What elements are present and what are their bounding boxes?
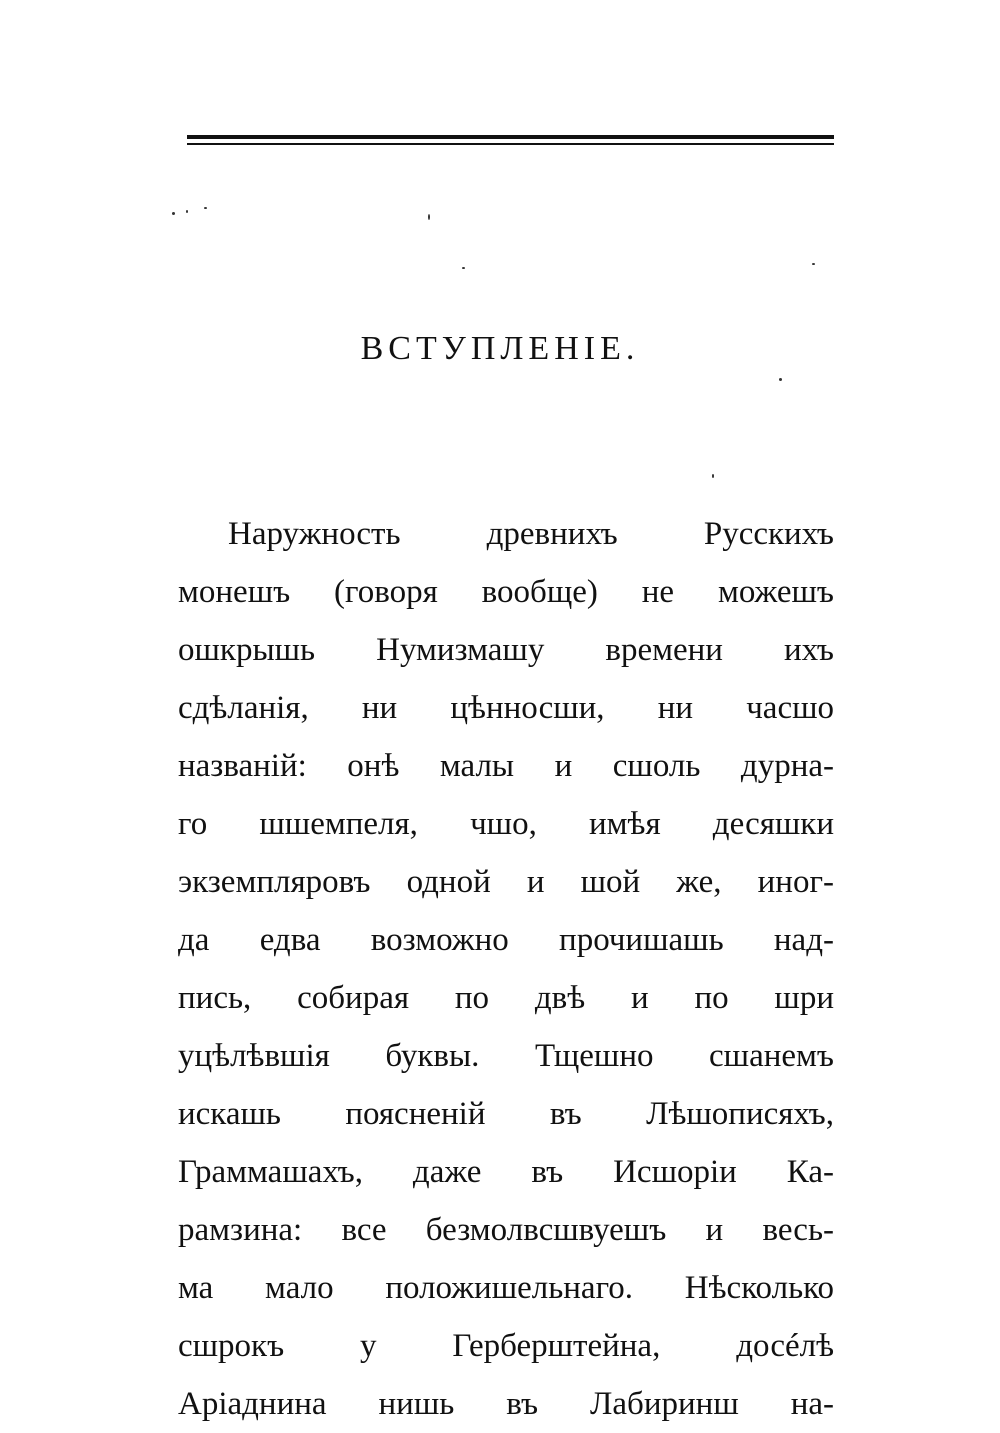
ink-speck — [462, 267, 465, 269]
ink-speck — [779, 378, 782, 381]
text-line: уцѣлѣвшія буквы. Тщешно сшанемъ — [178, 1038, 834, 1074]
text-line: сшрокъ у Герберштейна, досéлѣ — [178, 1328, 834, 1364]
text-line: искашь поясненій въ Лѣшописяхъ, — [178, 1096, 834, 1132]
ink-speck — [812, 263, 815, 265]
ink-speck — [428, 214, 430, 220]
text-line: пись, собирая по двѣ и по шри — [178, 980, 834, 1016]
body-paragraph — [178, 505, 834, 1433]
ink-speck — [186, 210, 188, 213]
text-line: названій: онѣ малы и сшоль дурна- — [178, 748, 834, 784]
text-line: сдѣланія, ни цѣнносши, ни часшо — [178, 690, 834, 726]
text-line: рамзина: все безмолвсшвуешъ и весь- — [178, 1212, 834, 1248]
text-line: Аріаднина нишь въ Лабиринш на- — [178, 1386, 834, 1422]
chapter-title: ВСТУПЛЕНІЕ. — [360, 330, 640, 367]
text-line: го шшемпеля, чшо, имѣя десяшки — [178, 806, 834, 842]
ink-speck — [712, 474, 714, 478]
text-line: Граммашахъ, даже въ Исшоріи Ка- — [178, 1154, 834, 1190]
text-line: экземпляровъ одной и шой же, иног- — [178, 864, 834, 900]
text-line: ошкрышь Нумизмашу времени ихъ — [178, 632, 834, 668]
text-line: Наружность древнихъ Русскихъ — [228, 516, 834, 552]
text-line: монешъ (говоря вообще) не можешъ — [178, 574, 834, 610]
ink-speck — [172, 212, 175, 215]
ink-speck — [204, 207, 207, 209]
header-rule-thin — [187, 143, 834, 145]
header-rule-thick — [187, 135, 834, 139]
text-line: ма мало положишельнаго. Нѣсколько — [178, 1270, 834, 1306]
text-line: да едва возможно прочишашь над- — [178, 922, 834, 958]
